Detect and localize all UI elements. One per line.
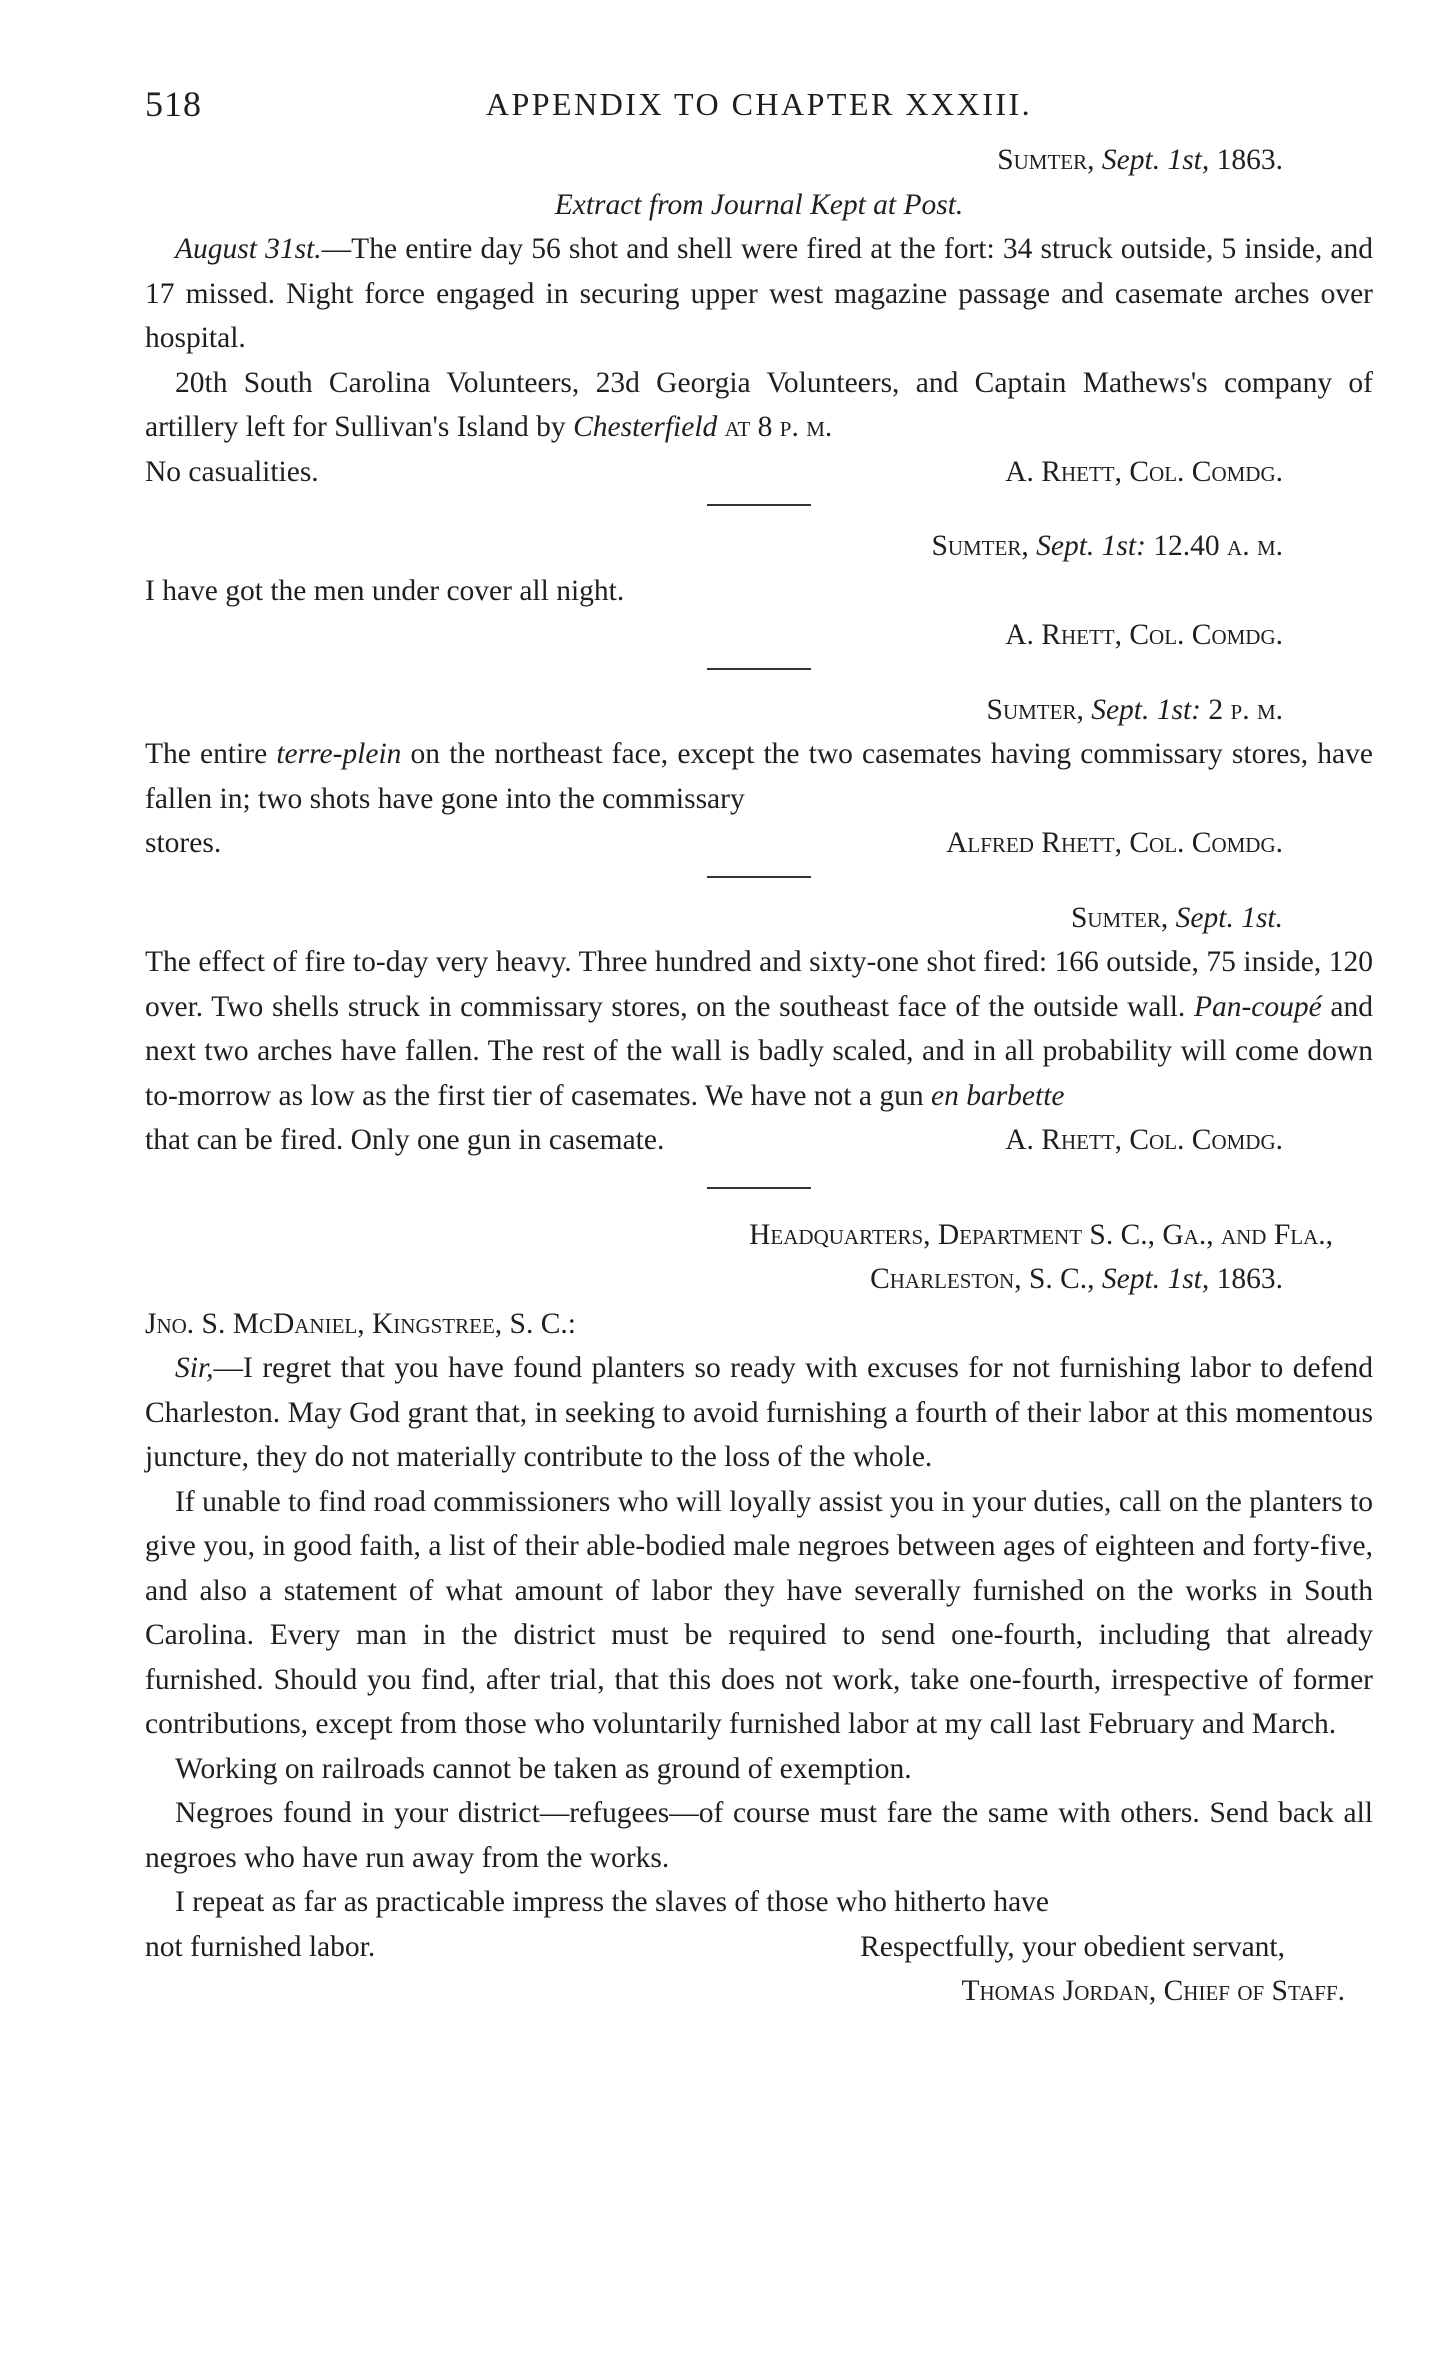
dateline-place: Sumter, (931, 530, 1029, 562)
entry-dispatch (145, 896, 1373, 1163)
paragraph-text: No casualities. (145, 455, 319, 488)
paragraph: If unable to find road commissioners who will loyally assist you in your duties, call on the planters to give you, in good faith, a list of their able-bodied male negroes between ages of eighteen and forty-five, and also a statement of what amount of labor they have severally furnished on the works in South Carolina. Every man in the district must be required to send one-fourth, including that already furnished. Should you find, after trial, that this does not work, take one-fourth, irrespective of former contributions, except from those who voluntarily furnished labor at my call last February and March. (145, 1485, 1373, 1740)
entry-dispatch (145, 688, 1373, 866)
section-rule (707, 668, 811, 670)
entry-dispatch (145, 524, 1373, 658)
signature: Alfred Rhett, Col. Comdg. (946, 827, 1283, 859)
paragraph: Working on railroads cannot be taken as ground of exemption. (175, 1752, 912, 1785)
ship-name: Chesterfield (573, 411, 718, 443)
paragraph-text: The entire (145, 738, 268, 770)
paragraph (145, 940, 1373, 1118)
dateline-place: Sumter, (997, 144, 1095, 176)
entry-date: August 31st. (175, 233, 322, 265)
signature: A. Rhett, Col. Comdg. (1005, 1124, 1283, 1156)
paragraph (145, 1346, 1373, 1480)
paragraph-text: —I regret that you have found planters so ready with excuses for not furnishing labor to defend Charleston. May God grant that, in seeking to avoid furnishing a fourth of their labor at this momentous juncture, they do not materially contribute to the loss of the whole. (145, 1352, 1373, 1473)
journal-subtitle: Extract from Journal Kept at Post. (554, 188, 964, 221)
signature-line (145, 821, 1373, 866)
dateline-time: 12.40 a. m. (1153, 530, 1283, 562)
dateline-date: Sept. 1st, (1101, 144, 1210, 176)
section-rule (707, 1187, 811, 1189)
running-head: APPENDIX TO CHAPTER XXXIII. (485, 86, 1033, 122)
paragraph: I repeat as far as practicable impress the slaves of those who hitherto have (175, 1886, 1050, 1918)
paragraph-text: stores. (145, 827, 222, 859)
dateline-year: 1863. (1216, 1263, 1283, 1295)
closing-line (145, 1925, 1373, 1970)
dateline-date: Sept. 1st, (1101, 1263, 1210, 1295)
dateline-date: Sept. 1st: (1091, 693, 1202, 726)
paragraph-tail: at 8 p. m. (724, 411, 833, 443)
dateline-year: 1863. (1216, 144, 1283, 176)
dateline-date: Sept. 1st. (1175, 901, 1283, 934)
dateline (145, 524, 1373, 569)
page-number: 518 (145, 84, 202, 124)
closing: Respectfully, your obedient servant, (860, 1930, 1285, 1963)
dateline-place: Sumter, (1070, 901, 1169, 934)
italic-term: terre-plein (276, 738, 402, 770)
paragraph (145, 361, 1373, 450)
paragraph-text: and next two arches have fallen. The rest of the wall is badly scaled, and in all probability will come down to-morrow as low as the first tier of casemates. We have not a gun (145, 990, 1374, 1112)
paragraph-text: —The entire day 56 shot and shell were fired at the fort: 34 struck outside, 5 inside, and 17 missed. Night force engaged in securing upper west magazine passage and casemate arches over hospital. (145, 233, 1374, 354)
dateline-place: Sumter, (986, 693, 1084, 726)
signature: A. Rhett, Col. Comdg. (1005, 619, 1283, 651)
paragraph-text: I have got the men under cover all night. (145, 574, 625, 607)
signature: A. Rhett, Col. Comdg. (1005, 455, 1283, 488)
entry-journal (145, 138, 1373, 494)
dateline-date: Sept. 1st: (1036, 530, 1146, 562)
section-rule (707, 504, 811, 506)
paragraph (145, 732, 1373, 821)
signature-line (145, 450, 1373, 495)
page-header (145, 72, 1373, 138)
signature: Thomas Jordan, Chief of Staff. (961, 1975, 1345, 2007)
paragraph (145, 569, 1373, 614)
dateline-time: 2 p. m. (1208, 693, 1283, 726)
paragraph-text: not furnished labor. (145, 1930, 376, 1963)
italic-term: en barbette (930, 1079, 1065, 1112)
paragraph-text: on the northeast face, except the two casemates having commissary stores, have fallen in; two shots have gone into the commissary (145, 738, 1373, 815)
letter-dateline (145, 1257, 1373, 1302)
letter-heading: Headquarters, Department S. C., Ga., and Fla., (749, 1218, 1333, 1251)
paragraph-text: The effect of fire to-day very heavy. Three hundred and sixty-one shot fired: 166 outside, 75 inside, 120 over. Two shells struck in commissary stores, on the southeast face of the outside wall. (145, 946, 1373, 1023)
section-rule (707, 876, 811, 878)
signature-line (145, 1118, 1373, 1163)
addressee: Jno. S. McDaniel, Kingstree, S. C.: (145, 1307, 576, 1340)
dateline (145, 896, 1373, 941)
dateline (145, 138, 1373, 183)
dateline (145, 688, 1373, 733)
paragraph (145, 227, 1373, 361)
letter (145, 1213, 1373, 2014)
paragraph-text: that can be fired. Only one gun in casemate. (145, 1124, 665, 1156)
paragraph-text: 20th South Carolina Volunteers, 23d Georgia Volunteers, and Captain Mathews's company of artillery left for Sullivan's Island by (145, 366, 1373, 443)
document-page (145, 72, 1373, 2014)
dateline-place: Charleston, S. C., (870, 1263, 1095, 1295)
italic-term: Pan-coupé (1193, 990, 1322, 1023)
paragraph: Negroes found in your district—refugees—of course must fare the same with others. Send back all negroes who have run away from the works. (145, 1797, 1373, 1874)
salutation: Sir, (175, 1352, 214, 1384)
